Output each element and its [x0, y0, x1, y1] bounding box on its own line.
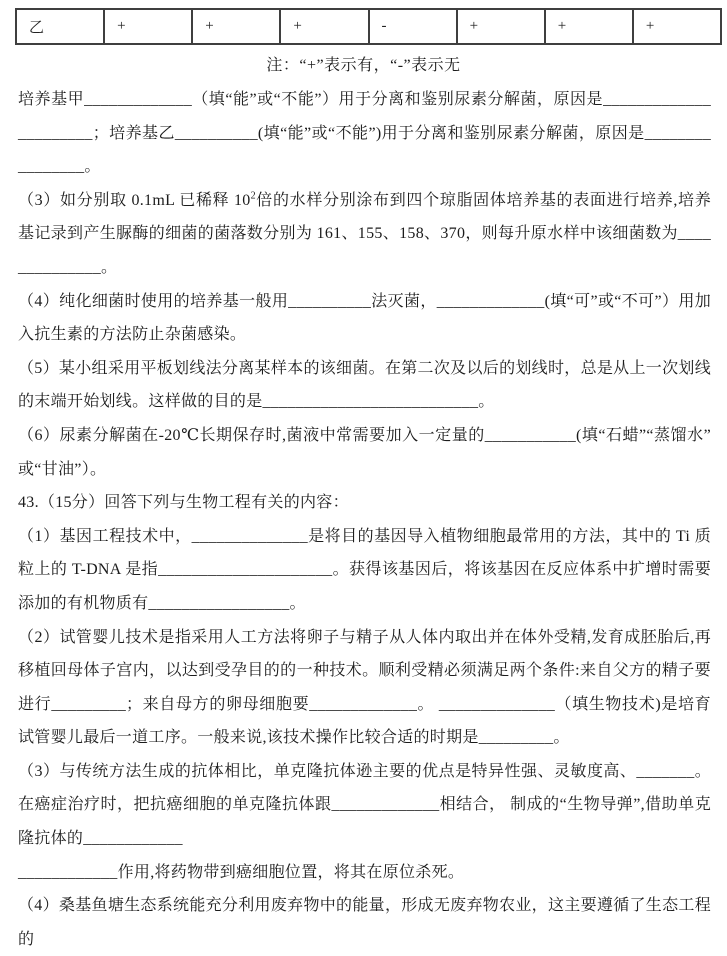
para-q4-sterilization: （4）纯化细菌时使用的培养基一般用__________法灭菌，_____________(填“可”或“不可”）用加入抗生素的方法防止杂菌感染。 — [18, 292, 711, 344]
table-cell-row-label: 乙 — [16, 9, 104, 44]
table-cell: + — [457, 9, 545, 44]
table-legend-note: 注：“+”表示有，“-”表示无 — [266, 57, 461, 74]
para-q43-1-gene-engineering: （1）基因工程技术中，______________是将目的基因导入植物细胞最常用的方法，其中的 Ti 质粒上的 T-DNA 是指_____________________。获得该基因后，将该基因在反应体系中扩增时需要添加的有机物质有_________________。 — [18, 527, 711, 612]
para-q43-4-eco-engineering: （4）桑基鱼塘生态系统能充分利用废弃物中的能量，形成无废弃物农业，这主要遵循了生态工程的 — [18, 897, 711, 948]
para-q43-3-continuation: ____________作用,将药物带到癌细胞位置，将其在原位杀死。 — [18, 863, 465, 881]
heading-question-43: 43.（15分）回答下列与生物工程有关的内容： — [18, 494, 349, 512]
table-cell: + — [280, 9, 368, 44]
table-cell: + — [104, 9, 192, 44]
table-cell: + — [545, 9, 633, 44]
question-text-body — [0, 81, 727, 956]
q3-text-before-exponent: （3）如分别取 0.1mL 已稀释 10 — [18, 191, 251, 209]
q3-text-after-exponent: 倍的水样分别涂布到四个琼脂固体培养基的表面进行培养,培养基记录到产生脲酶的细菌的菌落数分别为 161、155、158、370，则每升原水样中该细菌数为______________。 — [18, 191, 711, 276]
para-q3-colony-count — [18, 184, 711, 285]
superscript-exponent: 2 — [250, 190, 256, 202]
para-q5-streak-plate: （5）某小组采用平板划线法分离某样本的该细菌。在第二次及以后的划线时，总是从上一次划线的末端开始划线。这样做的目的是__________________________。 — [18, 359, 711, 411]
para-medium-jia-yi-comparison: 培养基甲_____________（填“能”或“不能”）用于分离和鉴别尿素分解菌，原因是______________________；培养基乙__________(填“能”或“不能”)用于分离和鉴别尿素分解菌，原因是________________。 — [18, 91, 711, 176]
para-q6-preservation: （6）尿素分解菌在-20℃长期保存时,菌液中常需要加入一定量的___________(填“石蜡”“蒸馏水”或“甘油”）。 — [18, 426, 711, 478]
table-row-yi — [16, 9, 721, 44]
para-q43-3-monoclonal-antibody: （3）与传统方法生成的抗体相比，单克隆抗体逊主要的优点是特异性强、灵敏度高、_______。在癌症治疗时，把抗癌细胞的单克隆抗体跟_____________相结合， 制成的“生物导弹”,借助单克隆抗体的____________ — [18, 762, 711, 848]
table-cell: - — [369, 9, 457, 44]
para-q43-2-ivf: （2）试管婴儿技术是指采用人工方法将卵子与精子从人体内取出并在体外受精,发育成胚胎后,再移植回母体子宫内，以达到受孕目的的一种技术。顺利受精必须满足两个条件:来自父方的精子要进行_________；来自母方的卵母细胞要_____________。 ______________（填生物技术)是培育试管婴儿最后一道工序。一般来说,该技术操作比较合适的时期是_________。 — [18, 628, 711, 747]
table-cell: + — [192, 9, 280, 44]
table-cell: + — [633, 9, 721, 44]
culture-medium-table — [15, 8, 722, 45]
